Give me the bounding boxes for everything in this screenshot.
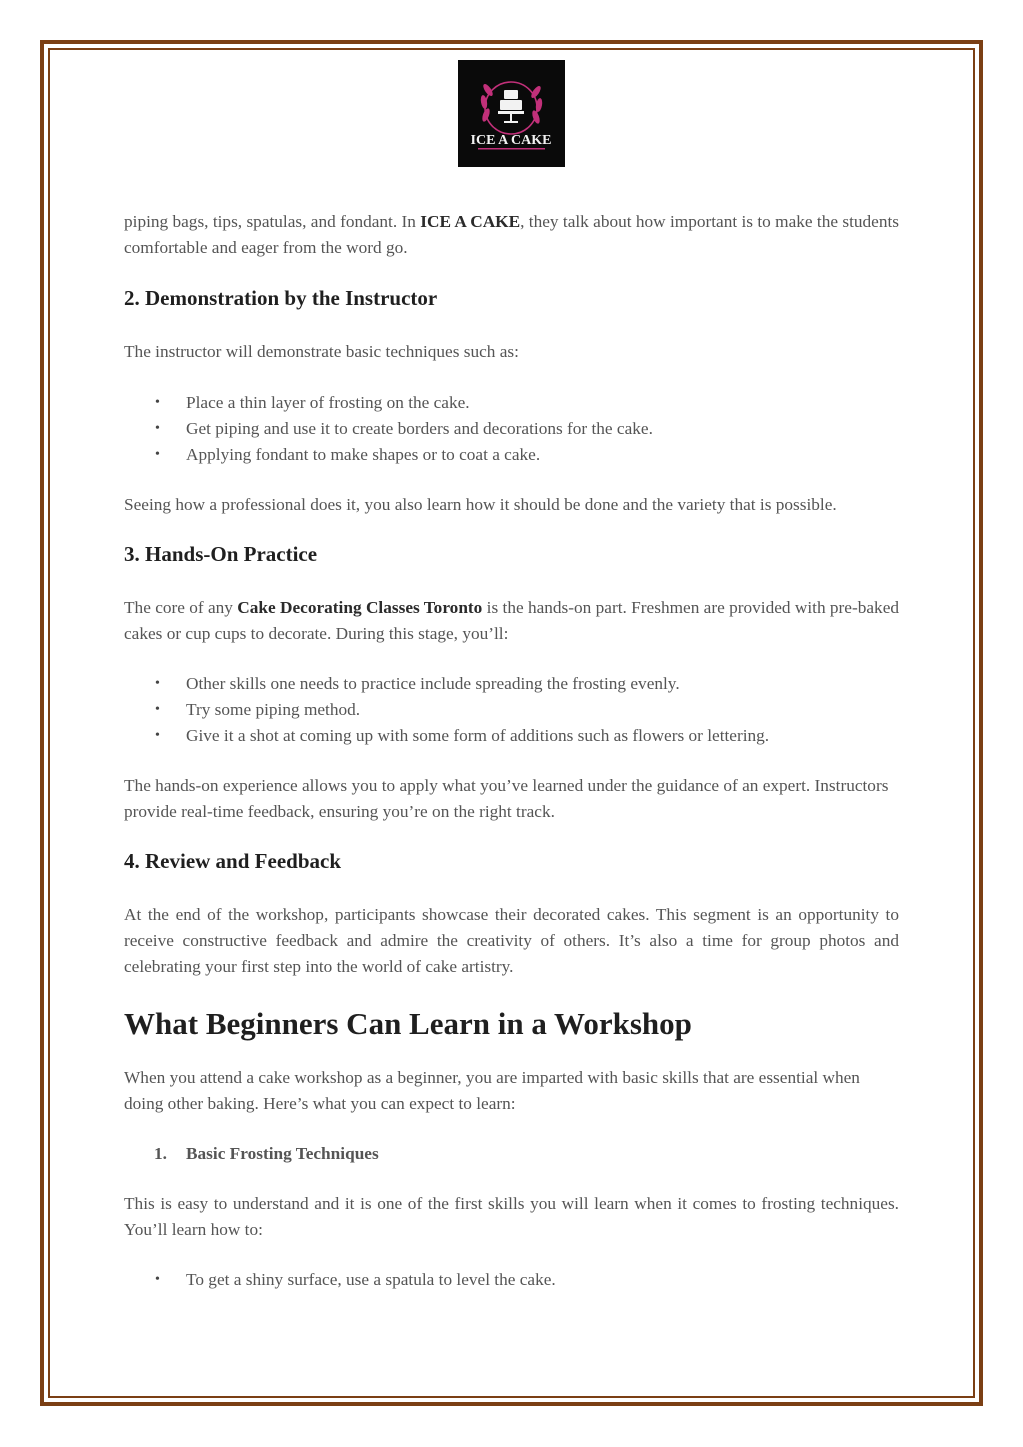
review-paragraph: At the end of the workshop, participants showcase their decorated cakes. This segment is an opportunity to receive constructive feedback and admire the creativity of others. It’s also a time for group photos and celebrating your first step into the world of cake artistry.	[124, 905, 899, 976]
list-item: • To get a shiny surface, use a spatula to level the cake.	[124, 1267, 899, 1293]
cake-decorating-classes-link-text: Cake Decorating Classes Toronto	[237, 598, 483, 617]
list-item: • Try some piping method.	[124, 697, 899, 723]
hands-on-lead-text: The core of any	[124, 598, 238, 617]
list-item: • Place a thin layer of frosting on the cake.	[124, 390, 899, 416]
intro-paragraph	[124, 209, 899, 261]
demonstration-summary: Seeing how a professional does it, you also learn how it should be done and the variety that is possible.	[124, 495, 837, 514]
list-item: • Applying fondant to make shapes or to coat a cake.	[124, 442, 899, 468]
list-item: • Get piping and use it to create borders and decorations for the cake.	[124, 416, 899, 442]
demonstration-lead: The instructor will demonstrate basic techniques such as:	[124, 342, 519, 361]
logo-text: ICE A CAKE	[470, 133, 552, 148]
section-heading-review: 4. Review and Feedback	[124, 849, 341, 873]
document-body	[124, 209, 899, 1293]
main-lead: When you attend a cake workshop as a beginner, you are imparted with basic skills that are essential when doing other baking. Here’s what you can expect to learn:	[124, 1068, 860, 1113]
section-heading-hands-on: 3. Hands-On Practice	[124, 542, 318, 566]
list-item: • Give it a shot at coming up with some form of additions such as flowers or lettering.	[124, 723, 899, 749]
hands-on-lead-text-end: is the hands-on part. Freshmen are provided with pre-baked cakes or cup cups to decorate. During this stage, you’ll:	[124, 598, 899, 643]
hands-on-summary: The hands-on experience allows you to apply what you’ve learned under the guidance of an expert. Instructors provide real-time feedback, ensuring you’re on the right track.	[124, 776, 889, 821]
main-heading: What Beginners Can Learn in a Workshop	[124, 1006, 692, 1041]
intro-text-end: , they talk about how important is to make the students comfortable and eager from the word go.	[124, 212, 899, 257]
frosting-paragraph: This is easy to understand and it is one of the first skills you will learn when it comes to frosting techniques. You’ll learn how to:	[124, 1194, 899, 1239]
list-item-title: Basic Frosting Techniques	[186, 1144, 379, 1163]
demonstration-list	[124, 390, 899, 468]
list-item	[124, 1141, 899, 1167]
section-heading-demonstration: 2. Demonstration by the Instructor	[124, 286, 438, 310]
skills-list	[124, 1141, 899, 1167]
brand-name: ICE A CAKE	[420, 212, 521, 231]
list-item: • Other skills one needs to practice include spreading the frosting evenly.	[124, 671, 899, 697]
frosting-list	[124, 1267, 899, 1293]
list-number: 1.	[154, 1144, 167, 1163]
ice-a-cake-logo	[458, 60, 565, 167]
intro-text: piping bags, tips, spatulas, and fondant. In	[124, 212, 421, 231]
hands-on-list	[124, 671, 899, 749]
hands-on-lead	[124, 595, 899, 647]
